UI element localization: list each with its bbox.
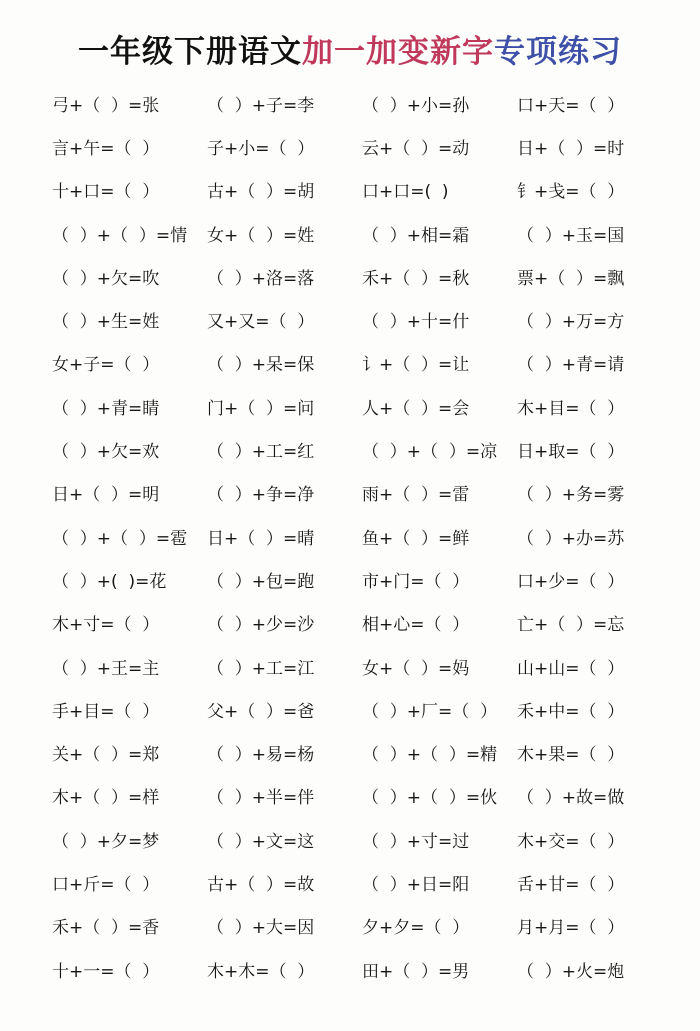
exercise-item: 讠+（ ）=让 bbox=[362, 355, 470, 376]
exercise-row bbox=[52, 127, 672, 170]
exercise-item: （ ）+易=杨 bbox=[207, 745, 315, 766]
exercise-item: 女+子=（ ） bbox=[52, 355, 160, 376]
exercise-item: 山+山=（ ） bbox=[517, 658, 625, 679]
exercise-item: （ ）+（ ）=凉 bbox=[362, 442, 498, 463]
title-part-practice: 专项练习 bbox=[494, 34, 622, 70]
exercise-item: 关+（ ）=郑 bbox=[52, 745, 160, 766]
exercise-item: （ ）+( )=花 bbox=[52, 571, 167, 592]
exercise-row bbox=[52, 171, 672, 214]
exercise-item: （ ）+洛=落 bbox=[207, 268, 315, 289]
exercise-item: 鱼+（ ）=鲜 bbox=[362, 528, 470, 549]
exercise-item: 禾+（ ）=香 bbox=[52, 918, 160, 939]
exercise-item: 木+寸=（ ） bbox=[52, 615, 160, 636]
exercise-item: （ ）+夕=梦 bbox=[52, 831, 160, 852]
title-part-topic: 加一加变新字 bbox=[302, 34, 494, 70]
exercise-item: 木+果=（ ） bbox=[517, 745, 625, 766]
exercise-item: （ ）+务=雾 bbox=[517, 485, 625, 506]
exercise-item: （ ）+生=姓 bbox=[52, 312, 160, 333]
exercise-item: （ ）+故=做 bbox=[517, 788, 625, 809]
exercise-item: 田+（ ）=男 bbox=[362, 961, 470, 982]
exercise-item: 门+（ ）=问 bbox=[207, 398, 315, 419]
exercise-item: （ ）+工=江 bbox=[207, 658, 315, 679]
exercise-row bbox=[52, 517, 672, 560]
exercise-row bbox=[52, 863, 672, 906]
exercise-row bbox=[52, 430, 672, 473]
exercise-item: 口+少=（ ） bbox=[517, 571, 625, 592]
exercise-item: 女+（ ）=妈 bbox=[362, 658, 470, 679]
exercise-item: 十+口=（ ） bbox=[52, 182, 160, 203]
exercise-row bbox=[52, 474, 672, 517]
exercise-row bbox=[52, 604, 672, 647]
exercise-item: （ ）+青=请 bbox=[517, 355, 625, 376]
exercise-item: 木+木=（ ） bbox=[207, 961, 315, 982]
exercise-grid bbox=[52, 84, 672, 993]
exercise-row bbox=[52, 344, 672, 387]
exercise-item: 舌+甘=（ ） bbox=[517, 874, 625, 895]
exercise-item: （ ）+青=睛 bbox=[52, 398, 160, 419]
exercise-item: 父+（ ）=爸 bbox=[207, 701, 315, 722]
exercise-item: （ ）+王=主 bbox=[52, 658, 160, 679]
exercise-item: （ ）+火=炮 bbox=[517, 961, 625, 982]
exercise-row bbox=[52, 257, 672, 300]
exercise-item: （ ）+十=什 bbox=[362, 312, 470, 333]
exercise-row bbox=[52, 950, 672, 993]
exercise-item: （ ）+小=孙 bbox=[362, 95, 470, 116]
exercise-item: 言+午=（ ） bbox=[52, 138, 160, 159]
exercise-item: （ ）+万=方 bbox=[517, 312, 625, 333]
exercise-item: 相+心=（ ） bbox=[362, 615, 470, 636]
exercise-item: （ ）+包=跑 bbox=[207, 571, 315, 592]
exercise-row bbox=[52, 84, 672, 127]
exercise-item: 十+一=（ ） bbox=[52, 961, 160, 982]
exercise-item: （ ）+文=这 bbox=[207, 831, 315, 852]
exercise-row bbox=[52, 560, 672, 603]
exercise-item: 木+目=（ ） bbox=[517, 398, 625, 419]
exercise-item: 口+口=( ) bbox=[362, 182, 449, 203]
page-title bbox=[0, 30, 700, 74]
exercise-item: （ ）+欠=欢 bbox=[52, 442, 160, 463]
exercise-item: 手+目=（ ） bbox=[52, 701, 160, 722]
exercise-item: 日+取=（ ） bbox=[517, 442, 625, 463]
exercise-item: 木+（ ）=样 bbox=[52, 788, 160, 809]
exercise-item: （ ）+工=红 bbox=[207, 442, 315, 463]
exercise-item: 口+天=（ ） bbox=[517, 95, 625, 116]
exercise-row bbox=[52, 820, 672, 863]
exercise-item: 禾+（ ）=秋 bbox=[362, 268, 470, 289]
exercise-item: （ ）+相=霜 bbox=[362, 225, 470, 246]
exercise-item: 古+（ ）=故 bbox=[207, 874, 315, 895]
exercise-row bbox=[52, 214, 672, 257]
exercise-row bbox=[52, 733, 672, 776]
exercise-item: （ ）+大=因 bbox=[207, 918, 315, 939]
exercise-item: （ ）+（ ）=雹 bbox=[52, 528, 188, 549]
exercise-item: （ ）+子=李 bbox=[207, 95, 315, 116]
exercise-item: （ ）+寸=过 bbox=[362, 831, 470, 852]
exercise-row bbox=[52, 690, 672, 733]
exercise-row bbox=[52, 777, 672, 820]
exercise-item: 月+月=（ ） bbox=[517, 918, 625, 939]
exercise-item: （ ）+（ ）=情 bbox=[52, 225, 188, 246]
exercise-item: （ ）+半=伴 bbox=[207, 788, 315, 809]
exercise-item: 钅+戋=（ ） bbox=[517, 182, 625, 203]
exercise-item: （ ）+日=阳 bbox=[362, 874, 470, 895]
exercise-row bbox=[52, 907, 672, 950]
exercise-item: 雨+（ ）=雷 bbox=[362, 485, 470, 506]
exercise-item: （ ）+玉=国 bbox=[517, 225, 625, 246]
exercise-item: 子+小=（ ） bbox=[207, 138, 315, 159]
exercise-item: 口+斤=（ ） bbox=[52, 874, 160, 895]
exercise-item: 市+门=（ ） bbox=[362, 571, 470, 592]
exercise-row bbox=[52, 300, 672, 343]
exercise-row bbox=[52, 387, 672, 430]
exercise-item: 亡+（ ）=忘 bbox=[517, 615, 625, 636]
exercise-item: （ ）+欠=吹 bbox=[52, 268, 160, 289]
exercise-item: 云+（ ）=动 bbox=[362, 138, 470, 159]
exercise-item: （ ）+办=苏 bbox=[517, 528, 625, 549]
exercise-item: 又+又=（ ） bbox=[207, 312, 315, 333]
exercise-row bbox=[52, 647, 672, 690]
exercise-item: 人+（ ）=会 bbox=[362, 398, 470, 419]
exercise-item: 票+（ ）=飘 bbox=[517, 268, 625, 289]
title-part-grade: 一年级下册语文 bbox=[78, 34, 302, 70]
exercise-item: （ ）+（ ）=伙 bbox=[362, 788, 498, 809]
exercise-item: 女+（ ）=姓 bbox=[207, 225, 315, 246]
exercise-item: 日+（ ）=晴 bbox=[207, 528, 315, 549]
exercise-item: （ ）+少=沙 bbox=[207, 615, 315, 636]
exercise-item: 弓+（ ）=张 bbox=[52, 95, 160, 116]
exercise-item: （ ）+（ ）=精 bbox=[362, 745, 498, 766]
exercise-item: 夕+夕=（ ） bbox=[362, 918, 470, 939]
exercise-item: 日+（ ）=明 bbox=[52, 485, 160, 506]
exercise-item: 古+（ ）=胡 bbox=[207, 182, 315, 203]
exercise-item: 禾+中=（ ） bbox=[517, 701, 625, 722]
exercise-item: （ ）+争=净 bbox=[207, 485, 315, 506]
exercise-item: （ ）+呆=保 bbox=[207, 355, 315, 376]
exercise-item: 日+（ ）=时 bbox=[517, 138, 625, 159]
exercise-item: 木+交=（ ） bbox=[517, 831, 625, 852]
exercise-item: （ ）+厂=（ ） bbox=[362, 701, 498, 722]
